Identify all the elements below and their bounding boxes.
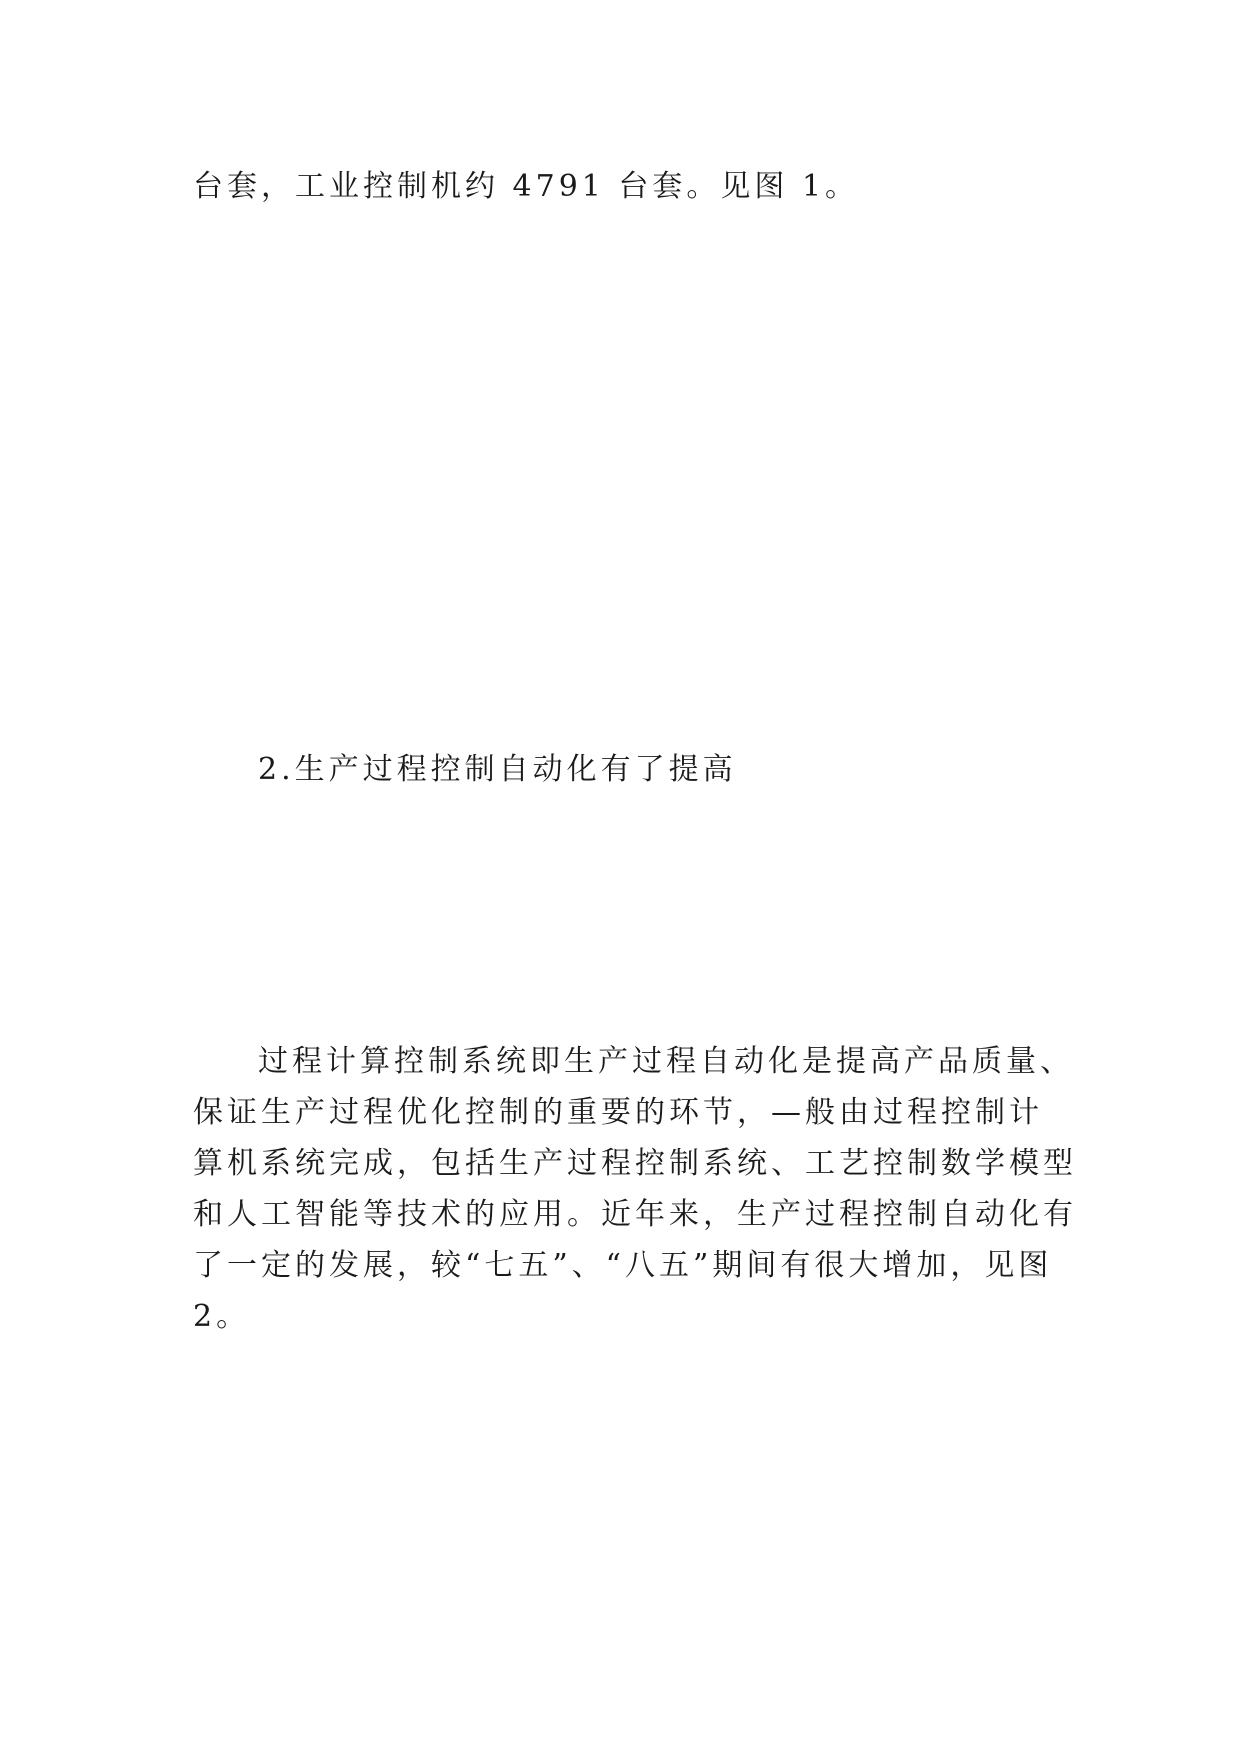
paragraph-line: 过程计算控制系统即生产过程自动化是提高产品质量、 — [258, 1044, 1074, 1079]
paragraph-line: 2。 — [193, 1299, 251, 1334]
paragraph-line: 和人工智能等技术的应用。近年来，生产过程控制自动化有 — [193, 1197, 1077, 1232]
paragraph-line: 算机系统完成，包括生产过程控制系统、工艺控制数学模型 — [193, 1146, 1077, 1181]
continuation-paragraph: 台套，工业控制机约 4791 台套。见图 1。 — [193, 169, 860, 204]
paragraph-line: 保证生产过程优化控制的重要的环节，—般由过程控制计 — [193, 1095, 1043, 1130]
section-heading: 2.生产过程控制自动化有了提高 — [258, 752, 737, 787]
paragraph-line: 了一定的发展，较“七五”、“八五”期间有很大增加，见图 — [193, 1248, 1053, 1283]
